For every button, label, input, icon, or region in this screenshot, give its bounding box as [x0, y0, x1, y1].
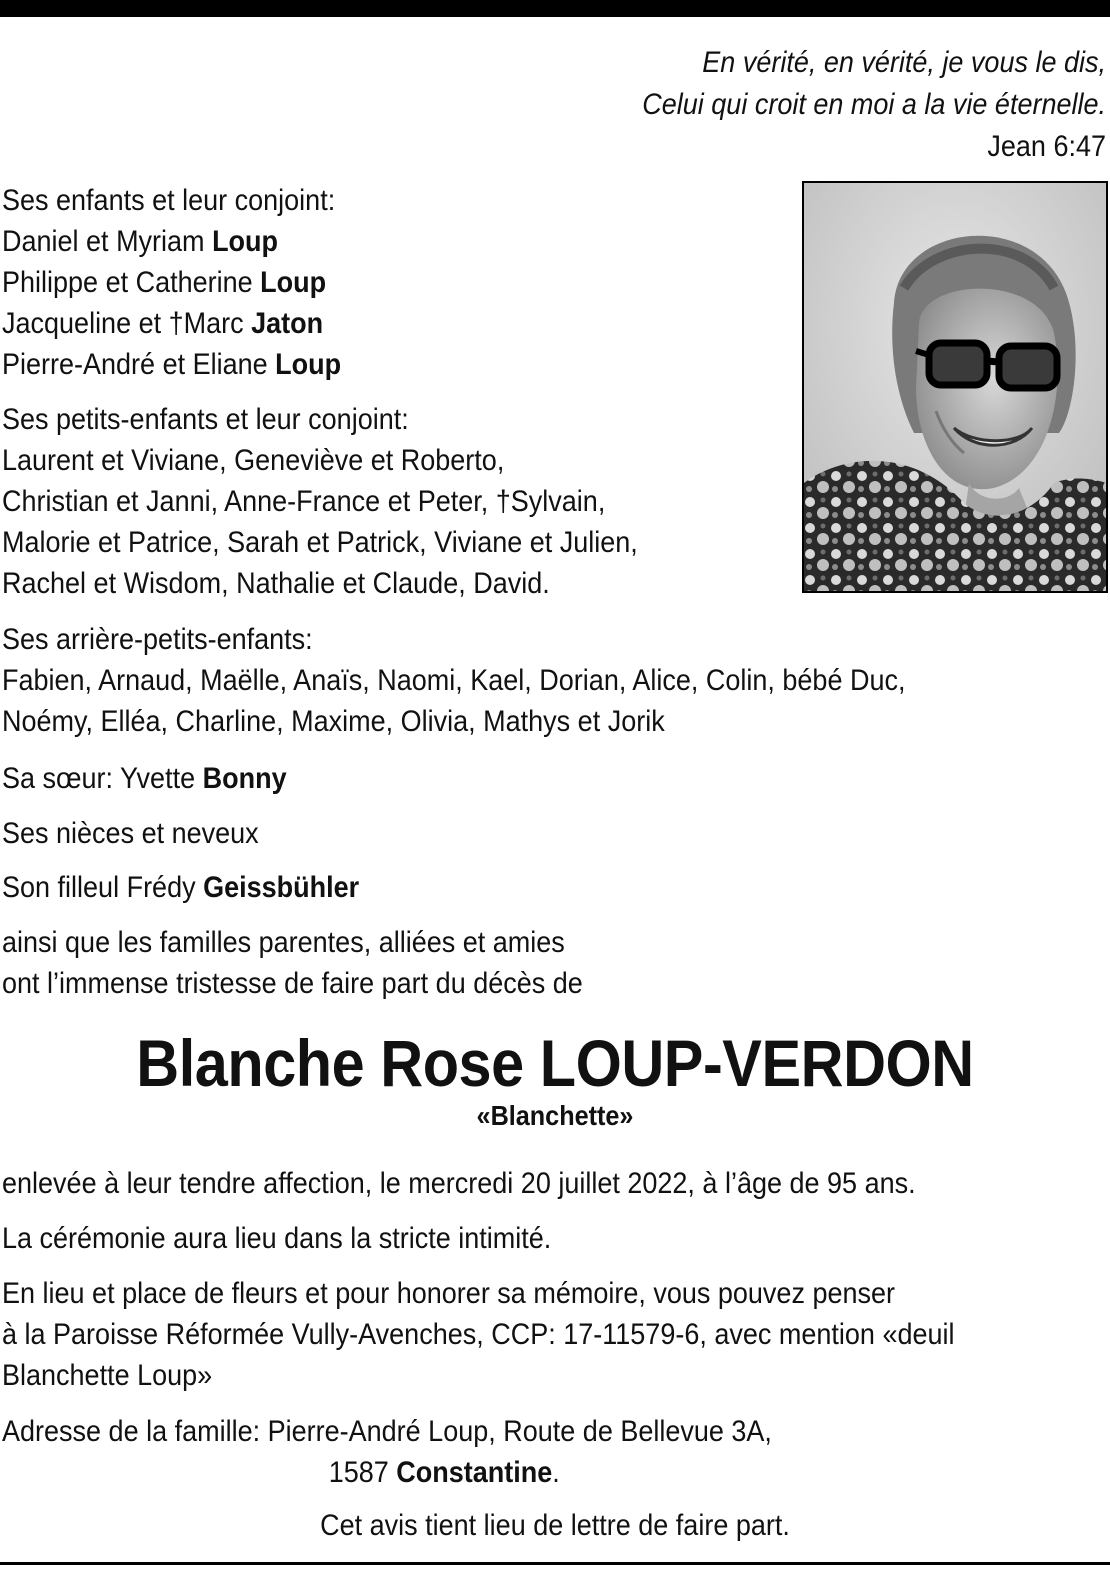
- list-item: Malorie et Patrice, Sarah et Patrick, Viviane et Julien,: [2, 526, 638, 559]
- deceased-nickname: «Blanchette»: [476, 1100, 634, 1131]
- list-item: Jacqueline et †Marc Jaton: [2, 307, 324, 340]
- list-item: Laurent et Viviane, Geneviève et Roberto,: [2, 444, 505, 477]
- announcement: [2, 922, 583, 1004]
- great-grandchildren-section: [2, 619, 905, 742]
- portrait-photo-icon: [802, 181, 1108, 593]
- verse-reference: Jean 6:47: [987, 130, 1106, 163]
- godson-line: Son filleul Frédy Geissbühler: [2, 871, 360, 904]
- announcement-line-1: ainsi que les familles parentes, alliées et amies: [2, 926, 565, 959]
- family-address: [2, 1411, 772, 1493]
- grandchildren-heading: Ses petits-enfants et leur conjoint:: [2, 403, 409, 436]
- top-border: [0, 0, 1110, 17]
- nieces-line: Ses nièces et neveux: [2, 817, 259, 850]
- ceremony-line: La cérémonie aura lieu dans la stricte intimité.: [2, 1222, 552, 1255]
- list-item: Pierre-André et Eliane Loup: [2, 348, 342, 381]
- list-item: Daniel et Myriam Loup: [2, 225, 279, 258]
- sister-line: Sa sœur: Yvette Bonny: [2, 762, 287, 795]
- donation-line: En lieu et place de fleurs et pour honorer sa mémoire, vous pouvez penser: [2, 1277, 896, 1310]
- children-heading: Ses enfants et leur conjoint:: [2, 184, 336, 217]
- address-line-2: 1587 Constantine.: [328, 1456, 560, 1489]
- announcement-line-2: ont l’immense tristesse de faire part du décès de: [2, 967, 583, 1000]
- address-line-1: Adresse de la famille: Pierre-André Loup, Route de Bellevue 3A,: [2, 1415, 772, 1448]
- list-item: Christian et Janni, Anne-France et Peter, †Sylvain,: [2, 485, 606, 518]
- deceased-name: Blanche Rose LOUP-VERDON: [136, 1026, 974, 1100]
- donation-line: à la Paroisse Réformée Vully-Avenches, CCP: 17-11579-6, avec mention «deuil: [2, 1318, 955, 1351]
- bottom-border: [0, 1562, 1110, 1565]
- list-item: Rachel et Wisdom, Nathalie et Claude, David.: [2, 567, 550, 600]
- verse-line-2: Celui qui croit en moi a la vie éternelle.: [642, 88, 1106, 121]
- donation-paragraph: [2, 1273, 955, 1396]
- death-line: enlevée à leur tendre affection, le mercredi 20 juillet 2022, à l’âge de 95 ans.: [2, 1167, 916, 1200]
- list-item: Noémy, Elléa, Charline, Maxime, Olivia, Mathys et Jorik: [2, 705, 665, 738]
- children-section: [2, 180, 341, 385]
- grandchildren-section: [2, 399, 638, 604]
- donation-line: Blanchette Loup»: [2, 1359, 213, 1392]
- verse-line-1: En vérité, en vérité, je vous le dis,: [702, 46, 1106, 79]
- great-grandchildren-heading: Ses arrière-petits-enfants:: [2, 623, 313, 656]
- list-item: Philippe et Catherine Loup: [2, 266, 327, 299]
- list-item: Fabien, Arnaud, Maëlle, Anaïs, Naomi, Kael, Dorian, Alice, Colin, bébé Duc,: [2, 664, 906, 697]
- closing-note: Cet avis tient lieu de lettre de faire part.: [320, 1509, 790, 1542]
- bible-verse: [476, 42, 1106, 168]
